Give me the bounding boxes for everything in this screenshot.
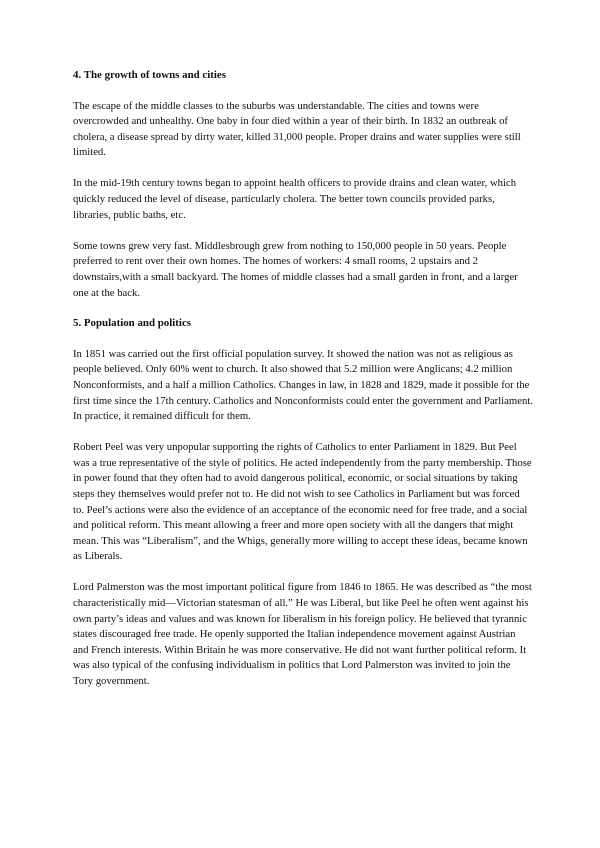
document-page bbox=[73, 68, 533, 705]
paragraph-town-growth: Some towns grew very fast. Middlesbrough grew from nothing to 150,000 people in 50 years. People preferred to rent over their own homes. The homes of workers: 4 small rooms, 2 upstairs and 2 downstairs,with a small backyard. The homes of middle classes had a small garden in front, and a larger one at the back. bbox=[73, 239, 518, 299]
paragraph-overcrowding: The escape of the middle classes to the suburbs was understandable. The cities and towns were overcrowded and unhealthy. One baby in four died within a year of their birth. In 1832 an outbreak of cholera, a disease spread by dirty water, killed 31,000 people. Proper drains and water supplies were still limited. bbox=[73, 99, 521, 159]
paragraph-health-officers: In the mid-19th century towns began to appoint health officers to provide drains and clean water, which quickly reduced the level of disease, particularly cholera. The better town councils provided parks, libraries, public baths, etc. bbox=[73, 177, 517, 221]
paragraph-population-survey: In 1851 was carried out the first official population survey. It showed the nation was not as religious as people believed. Only 60% went to church. It also showed that 5.2 million were Anglicans; 4.2 million Nonconformists, and a half a million Catholics. Changes in law, in 1828 and 1829, made it possible for the first time since the 17th century. Catholics and Nonconformists could enter the government and Parliament. In practice, it remained difficult for them. bbox=[73, 347, 533, 423]
paragraph-robert-peel: Robert Peel was very unpopular supporting the rights of Catholics to enter Parliament in 1829. But Peel was a true representative of the style of politics. He acted independently from the party membership. Those in power found that they often had to avoid dangerous political, economic, or social situations by taking steps they themselves would prefer not to. He did not wish to see Catholics in Parliament but was forced to. Peel’s actions were also the evidence of an acceptance of the economic need for free trade, and a social and political reform. This meant allowing a freer and more open society with all the dangers that might mean. This was “Liberalism”, and the Whigs, generally more willing to accept these ideas, became known as Liberals. bbox=[73, 441, 532, 563]
paragraph-lord-palmerston: Lord Palmerston was the most important political figure from 1846 to 1865. He was described as “the most characteristically mid—Victorian statesman of all.” He was Liberal, but like Peel he often went against his own party’s ideas and values and was known for liberalism in his foreign policy. He believed that tyrannic states discouraged free trade. He openly supported the Italian independence movement against Austrian and French interests. Within Britain he was more conservative. He did not want further political reform. It was also typical of the confusing individualism in politics that Lord Palmerston was invited to join the Tory government. bbox=[73, 581, 532, 687]
section-heading-population: 5. Population and politics bbox=[73, 317, 192, 330]
section-heading-towns: 4. The growth of towns and cities bbox=[73, 69, 226, 81]
